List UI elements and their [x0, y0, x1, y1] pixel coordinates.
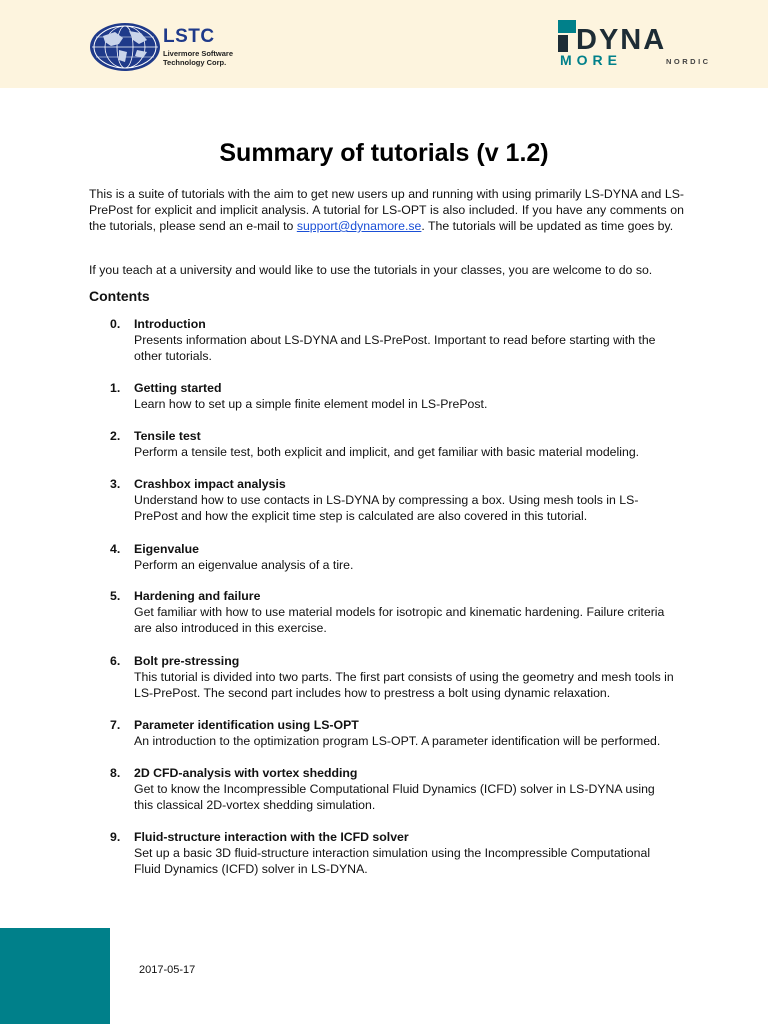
dynamore-mark-icon — [558, 20, 578, 54]
dynamore-logo — [558, 18, 730, 70]
tutorial-number: 2. — [110, 429, 121, 443]
tutorial-number: 6. — [110, 654, 121, 668]
tutorial-description: Get to know the Incompressible Computational Fluid Dynamics (ICFD) solver in LS-DYNA using this classical 2D-vortex shedding simulation. — [134, 782, 655, 812]
contents-heading: Contents — [89, 288, 150, 304]
tutorial-title: Introduction — [134, 317, 206, 331]
tutorial-description: Learn how to set up a simple finite element model in LS-PrePost. — [134, 397, 488, 411]
support-email-link[interactable]: support@dynamore.se — [296, 219, 422, 233]
tutorial-number: 0. — [110, 317, 121, 331]
footer-accent-block — [0, 928, 110, 1024]
tutorial-title: Fluid-structure interaction with the ICFD solver — [134, 830, 409, 844]
lstc-tagline-2: Technology Corp. — [163, 58, 227, 67]
tutorial-description: Understand how to use contacts in LS-DYNA by compressing a box. Using mesh tools in LS-PrePost and how the explicit time step is calculated are also covered in this tutorial. — [134, 493, 639, 523]
tutorial-description: Perform a tensile test, both explicit and implicit, and get familiar with basic material modeling. — [134, 445, 640, 459]
tutorial-title: 2D CFD-analysis with vortex shedding — [134, 766, 358, 780]
tutorial-number: 4. — [110, 542, 121, 556]
tutorial-number: 8. — [110, 766, 121, 780]
lstc-logo — [89, 22, 239, 72]
nordic-wordmark: NORDIC — [666, 57, 711, 66]
intro-paragraph — [89, 186, 684, 234]
lstc-name: LSTC — [163, 26, 215, 47]
tutorial-description: An introduction to the optimization program LS-OPT. A parameter identification will be performed. — [134, 734, 661, 748]
tutorial-description: Perform an eigenvalue analysis of a tire. — [134, 558, 354, 572]
tutorial-title: Hardening and failure — [134, 589, 261, 603]
header-band — [0, 0, 768, 88]
intro-text-after: . The tutorials will be updated as time goes by. — [421, 219, 674, 233]
intro-text-before: This is a suite of tutorials with the aim to get new users up and running with using primarily LS-DYNA and LS-PrePost for explicit and implicit analysis. A tutorial for LS-OPT is also included. If you have any comments on the tutorials, please send an e-mail to — [89, 187, 684, 233]
tutorial-title: Crashbox impact analysis — [134, 477, 286, 491]
tutorial-description: Presents information about LS-DYNA and LS-PrePost. Important to read before starting with the other tutorials. — [134, 333, 656, 363]
university-paragraph: If you teach at a university and would like to use the tutorials in your classes, you are welcome to do so. — [89, 263, 653, 277]
page-title: Summary of tutorials (v 1.2) — [219, 139, 549, 167]
tutorial-number: 5. — [110, 589, 121, 603]
tutorial-title: Getting started — [134, 381, 222, 395]
tutorial-title: Bolt pre-stressing — [134, 654, 240, 668]
tutorial-number: 3. — [110, 477, 121, 491]
tutorial-number: 1. — [110, 381, 121, 395]
tutorial-number: 9. — [110, 830, 121, 844]
tutorial-title: Eigenvalue — [134, 542, 199, 556]
tutorial-title: Parameter identification using LS-OPT — [134, 718, 359, 732]
footer-date: 2017-05-17 — [139, 964, 196, 976]
tutorial-description: Set up a basic 3D fluid-structure interaction simulation using the Incompressible Computational Fluid Dynamics (ICFD) solver in LS-DYNA. — [134, 846, 651, 876]
dyna-wordmark: DYNA — [576, 24, 667, 56]
tutorial-title: Tensile test — [134, 429, 201, 443]
globe-icon — [89, 22, 161, 72]
more-wordmark: MORE — [560, 52, 622, 68]
tutorial-number: 7. — [110, 718, 121, 732]
tutorial-description: This tutorial is divided into two parts. The first part consists of using the geometry and mesh tools in LS-PrePost. The second part includes how to prestress a bolt using dynamic relaxation. — [134, 670, 674, 700]
tutorial-description: Get familiar with how to use material models for isotropic and kinematic hardening. Failure criteria are also introduced in this exercise. — [134, 605, 665, 635]
lstc-tagline-1: Livermore Software — [163, 49, 234, 58]
